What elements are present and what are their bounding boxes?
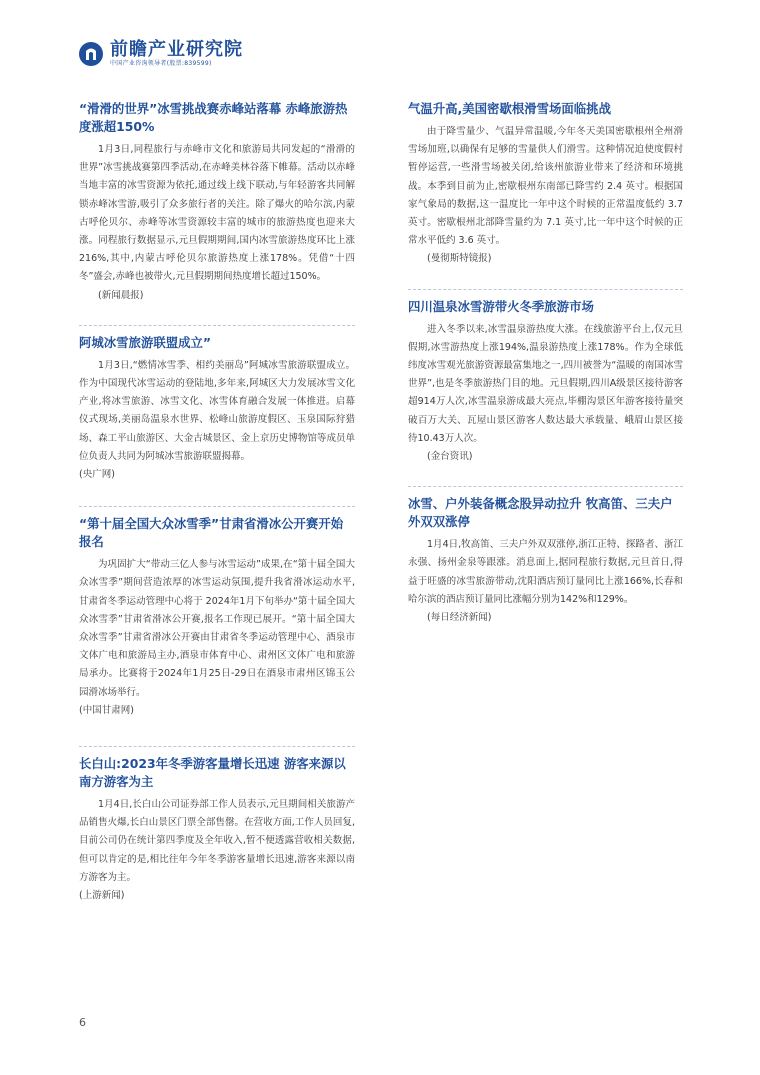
article-divider	[408, 289, 683, 290]
article-source: (曼彻斯特镜报)	[427, 253, 492, 265]
article-divider	[408, 486, 683, 487]
article-headline: 长白山:2023年冬季游客量增长迅速 游客来源以南方游客为主	[79, 756, 346, 790]
article-headline: “第十届全国大众冰雪季”甘肃省滑冰公开赛开始报名	[79, 516, 344, 550]
logo-subtitle: 中国产业咨询领导者(股票:839599)	[110, 60, 212, 67]
article-body: 1月4日,长白山公司证券部工作人员表示,元旦期间相关旅游产品销售火爆,长白山景区门票全部售罄。在营收方面,工作人员回复,目前公司仍在统计第四季度及全年收入,暂不便透露营收相关数据,但可以肯定的是,相比往年今年冬季游客量增长迅速,游客来源以南方游客为主。	[79, 799, 355, 883]
article-headline: “滑滑的世界”冰雪挑战赛赤峰站落幕 赤峰旅游热度涨超150%	[79, 101, 348, 134]
article-source: (新闻晨报)	[98, 289, 144, 301]
article-divider	[79, 506, 355, 507]
article-source: (上游新闻)	[79, 890, 125, 902]
article-source: (金台资讯)	[427, 451, 473, 463]
article-divider	[79, 746, 355, 747]
left-column	[79, 100, 355, 905]
article-headline: 冰雪、户外装备概念股异动拉升 牧高笛、三夫户外双双涨停	[408, 496, 673, 530]
article-acheng	[79, 325, 355, 484]
article-chifeng	[79, 100, 355, 305]
article-changbaishan	[79, 746, 355, 905]
article-body: 1月3日,同程旅行与赤峰市文化和旅游局共同发起的“滑滑的世界”冰雪挑战赛第四季活动,在赤峰美林谷落下帷幕。活动以赤峰当地丰富的冰雪资源为依托,通过线上线下联动,与年轻游客共同解锁赤峰冰雪游,吸引了众多旅行者的关注。除了爆火的哈尔滨,内蒙古呼伦贝尔、赤峰等冰雪资源较丰富的城市的旅游热度也迎来大涨。同程旅行数据显示,元旦假期期间,国内冰雪旅游热度环比上涨216%,其中,内蒙古呼伦贝尔旅游热度上涨178%。凭借“十四冬”盛会,赤峰也被带火,元旦假期期间热度增长超过150%。	[79, 144, 355, 283]
article-body: 进入冬季以来,冰雪温泉游热度大涨。在线旅游平台上,仅元旦假期,冰雪游热度上涨194%,温泉游热度上涨178%。作为全球低纬度冰雪观光旅游资源最富集地之一,四川被誉为“温暖的南国冰雪世界”,也是冬季旅游热门目的地。元旦假期,四川A级景区接待游客超914万人次,冰雪温泉游成最大亮点,毕棚沟景区年游客接待量突破百万大关、瓦屋山景区游客人数达最大承载量、峨眉山景区接待10.43万人次。	[408, 323, 683, 444]
article-gansu	[79, 506, 355, 720]
brand-logo	[78, 40, 243, 68]
article-outdoor-stocks	[408, 486, 683, 627]
article-divider	[79, 325, 355, 326]
article-sichuan	[408, 289, 683, 467]
article-source: (央广网)	[79, 469, 115, 481]
page-number: 6	[79, 1016, 86, 1029]
article-body: 由于降雪量少、气温异常温暖,今年冬天美国密歇根州全州滑雪场加班,以确保有足够的雪量供人们滑雪。这种情况迫使度假村暂停运营,一些滑雪场被关闭,给该州旅游业带来了经济和环境挑战。本季到目前为止,密歇根州东南部已降雪约 2.4 英寸。根据国家气象局的数据,这一温度比一年中这个时候的正常温度低约 3.7 英寸。密歇根州北部降雪量约为 7.1 英寸,比一年中这个时候的正常水平低约 3.6 英寸。	[408, 126, 683, 247]
logo-mark-icon	[78, 41, 104, 67]
article-body: 1月4日,牧高笛、三夫户外双双涨停,浙江正特、探路者、浙江永强、扬州金泉等跟涨。消息面上,据同程旅行数据,元旦首日,得益于旺盛的冰雪旅游带动,沈阳酒店预订量同比上涨166%,长春和哈尔滨的酒店预订量同比涨幅分别为142%和129%。	[408, 539, 683, 605]
logo-name: 前瞻产业研究院	[110, 39, 243, 60]
article-headline: 四川温泉冰雪游带火冬季旅游市场	[408, 298, 594, 314]
article-body: 为巩固扩大“带动三亿人参与冰雪运动”成果,在“第十届全国大众冰雪季”期间营造浓厚的冰雪运动氛围,提升我省滑冰运动水平,甘肃省冬季运动管理中心将于 2024年1月下旬举办“第十届全国大众冰雪季”甘肃省滑冰公开赛,报名工作现已展开。“第十届全国大众冰雪季”甘肃省滑冰公开赛由甘肃省冬季运动管理中心、酒泉市文体广电和旅游局主办,酒泉市体育中心、肃州区文体广电和旅游局承办。比赛将于2024年1月25日-29日在酒泉市肃州区锦玉公园滑冰场举行。	[79, 559, 355, 698]
article-source: (每日经济新闻)	[427, 612, 492, 624]
article-headline: 阿城冰雪旅游联盟成立”	[79, 334, 212, 350]
article-source: (中国甘肃网)	[79, 704, 134, 716]
article-michigan	[408, 100, 683, 269]
right-column	[408, 100, 683, 627]
article-headline: 气温升高,美国密歇根滑雪场面临挑战	[408, 101, 611, 116]
article-body: 1月3日,“燃情冰雪季、相约美丽岛”阿城冰雪旅游联盟成立。作为中国现代冰雪运动的登陆地,多年来,阿城区大力发展冰雪文化产业,将冰雪旅游、冰雪文化、冰雪体育融合发展一体推进。启幕仪式现场,美丽岛温泉水世界、松峰山旅游度假区、玉泉国际狩猎场、森工平山旅游区、大金古城景区、金上京历史博物馆等成员单位负责人共同为阿城冰雪旅游联盟揭幕。	[79, 359, 355, 462]
